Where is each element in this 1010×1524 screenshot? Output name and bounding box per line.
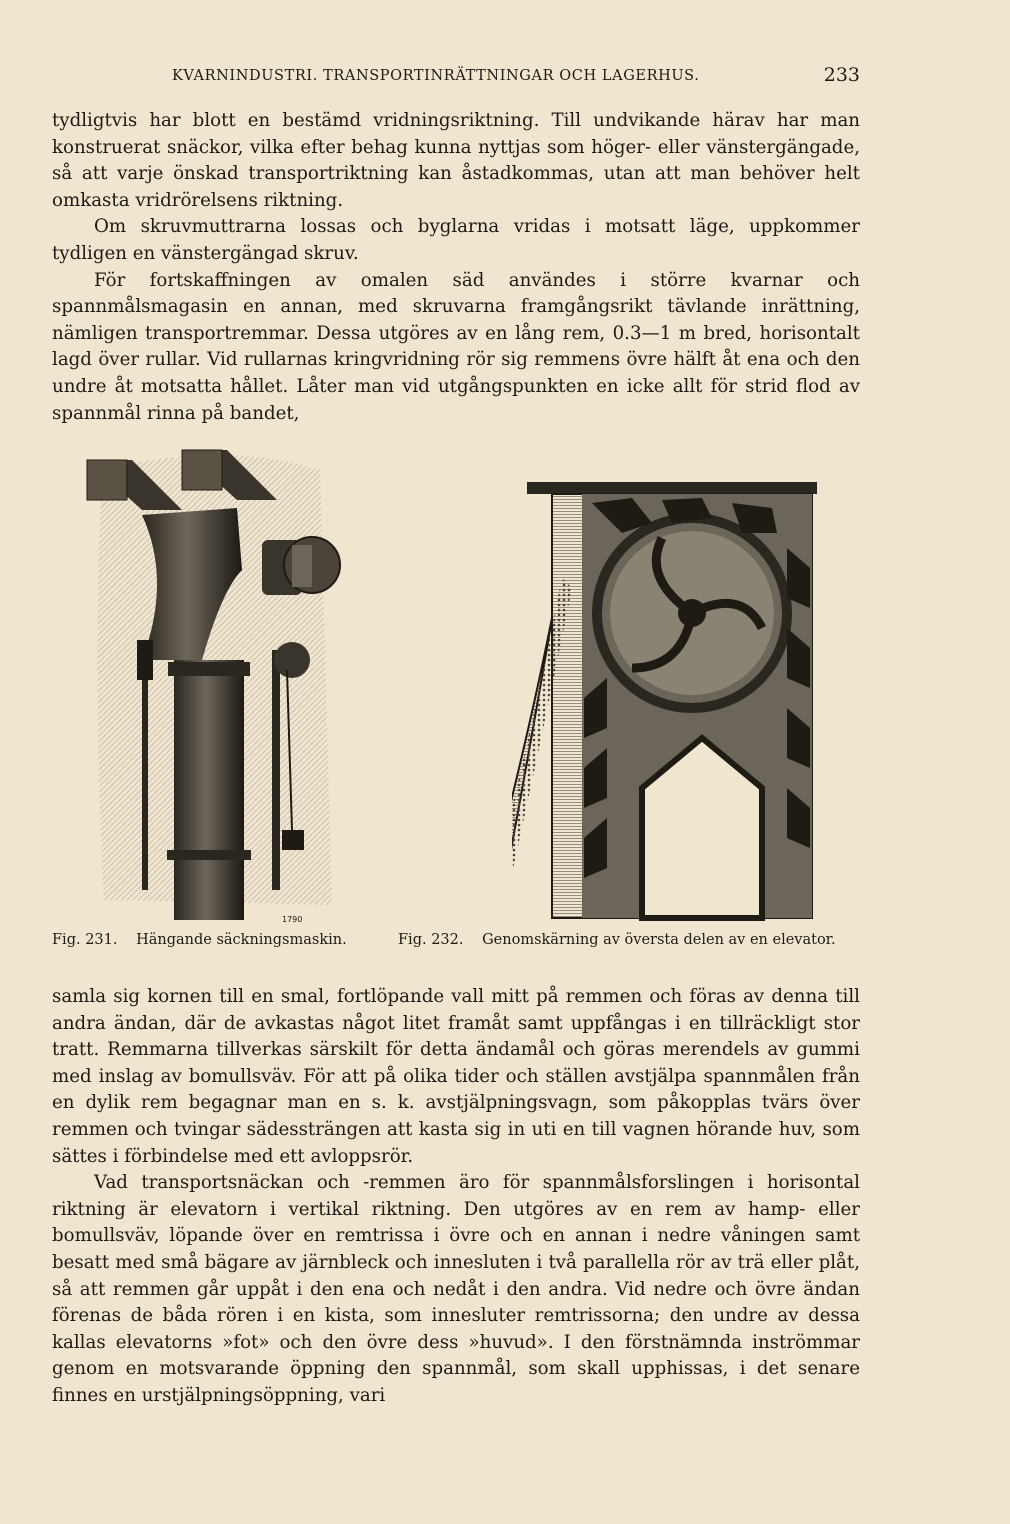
fig-232-label: Fig. 232. (398, 932, 464, 948)
paragraph-2: Om skruvmuttrarna lossas och byglarna vridas i motsatt läge, uppkommer tydligen en vänstergängad skruv. (52, 216, 860, 264)
figure-232-illustration (512, 478, 832, 933)
caption-fig-231 (52, 932, 347, 948)
text-block-top (52, 108, 860, 427)
fig-232-caption: Genomskärning av översta delen av en elevator. (482, 932, 836, 948)
engraver-mark: 1790 (282, 915, 303, 924)
paragraph-5: Vad transportsnäckan och -remmen äro för spannmålsforslingen i horisontal riktning är elevatorn i vertikal riktning. Den utgöres av en rem av hamp- eller bomullsväv, löpande över en remtrissa i övre och en annan i nedre våningen samt besatt med små bägare av järnbleck och innesluten i två parallella rör av trä eller plåt, så att remmen går uppåt i den ena och nedåt i den andra. Vid nedre och övre ändan förenas de båda rören i en kista, som innesluter remtrissorna; den undre av dessa kallas elevatorns »fot» och den övre dess »huvud». I den förstnämnda inströmmar genom en motsvarande öppning den spannmål, som skall upphissas, i det senare finnes en urstjälpningsöppning, vari (52, 1172, 860, 1406)
fig-231-caption: Hängande säckningsmaskin. (136, 932, 347, 948)
paragraph-3: För fortskaffningen av omalen säd användes i större kvarnar och spannmålsmagasin en annan, med skruvarna framgångsrikt tävlande inrättning, nämligen transportremmar. Dessa utgöres av en lång rem, 0.3—1 m bred, horisontalt lagd över rullar. Vid rullarnas kringvridning rör sig remmens övre hälft åt ena och den undre åt motsatta hållet. Låter man vid utgångspunkten en icke allt för strid flod av spannmål rinna på bandet, (52, 269, 860, 424)
caption-fig-232 (398, 932, 836, 948)
figure-231-illustration (82, 430, 372, 930)
figures-area (52, 420, 860, 960)
fig-231-label: Fig. 231. (52, 932, 118, 948)
running-title: KVARNINDUSTRI. TRANSPORTINRÄTTNINGAR OCH LAGERHUS. (172, 68, 700, 84)
text-block-bottom (52, 984, 860, 1410)
paragraph-1: tydligtvis har blott en bestämd vridningsriktning. Till undvikande härav har man konstruerat snäckor, vilka efter behag kunna nyttjas som höger- eller vänstergängade, så att varje önskad transportriktning kan åstadkommas, utan att man behöver helt omkasta vridrörelsens riktning. (52, 110, 860, 211)
page-number: 233 (823, 64, 860, 86)
running-header (52, 64, 860, 90)
paragraph-4: samla sig kornen till en smal, fortlöpande vall mitt på remmen och föras av denna till andra ändan, där de avkastas något litet framåt samt uppfångas i en tillräckligt stor tratt. Remmarna tillverkas särskilt för detta ändamål och göras merendels av gummi med inslag av bomullsväv. För att på olika tider och ställen avstjälpa spannmålen från en dylik rem begagnar man en s. k. avstjälpningsvagn, som påkopplas tvärs över remmen och tvingar sädessträngen att kasta sig in uti en till vagnen hörande huv, som sättes i förbindelse med ett avloppsrör. (52, 986, 860, 1167)
